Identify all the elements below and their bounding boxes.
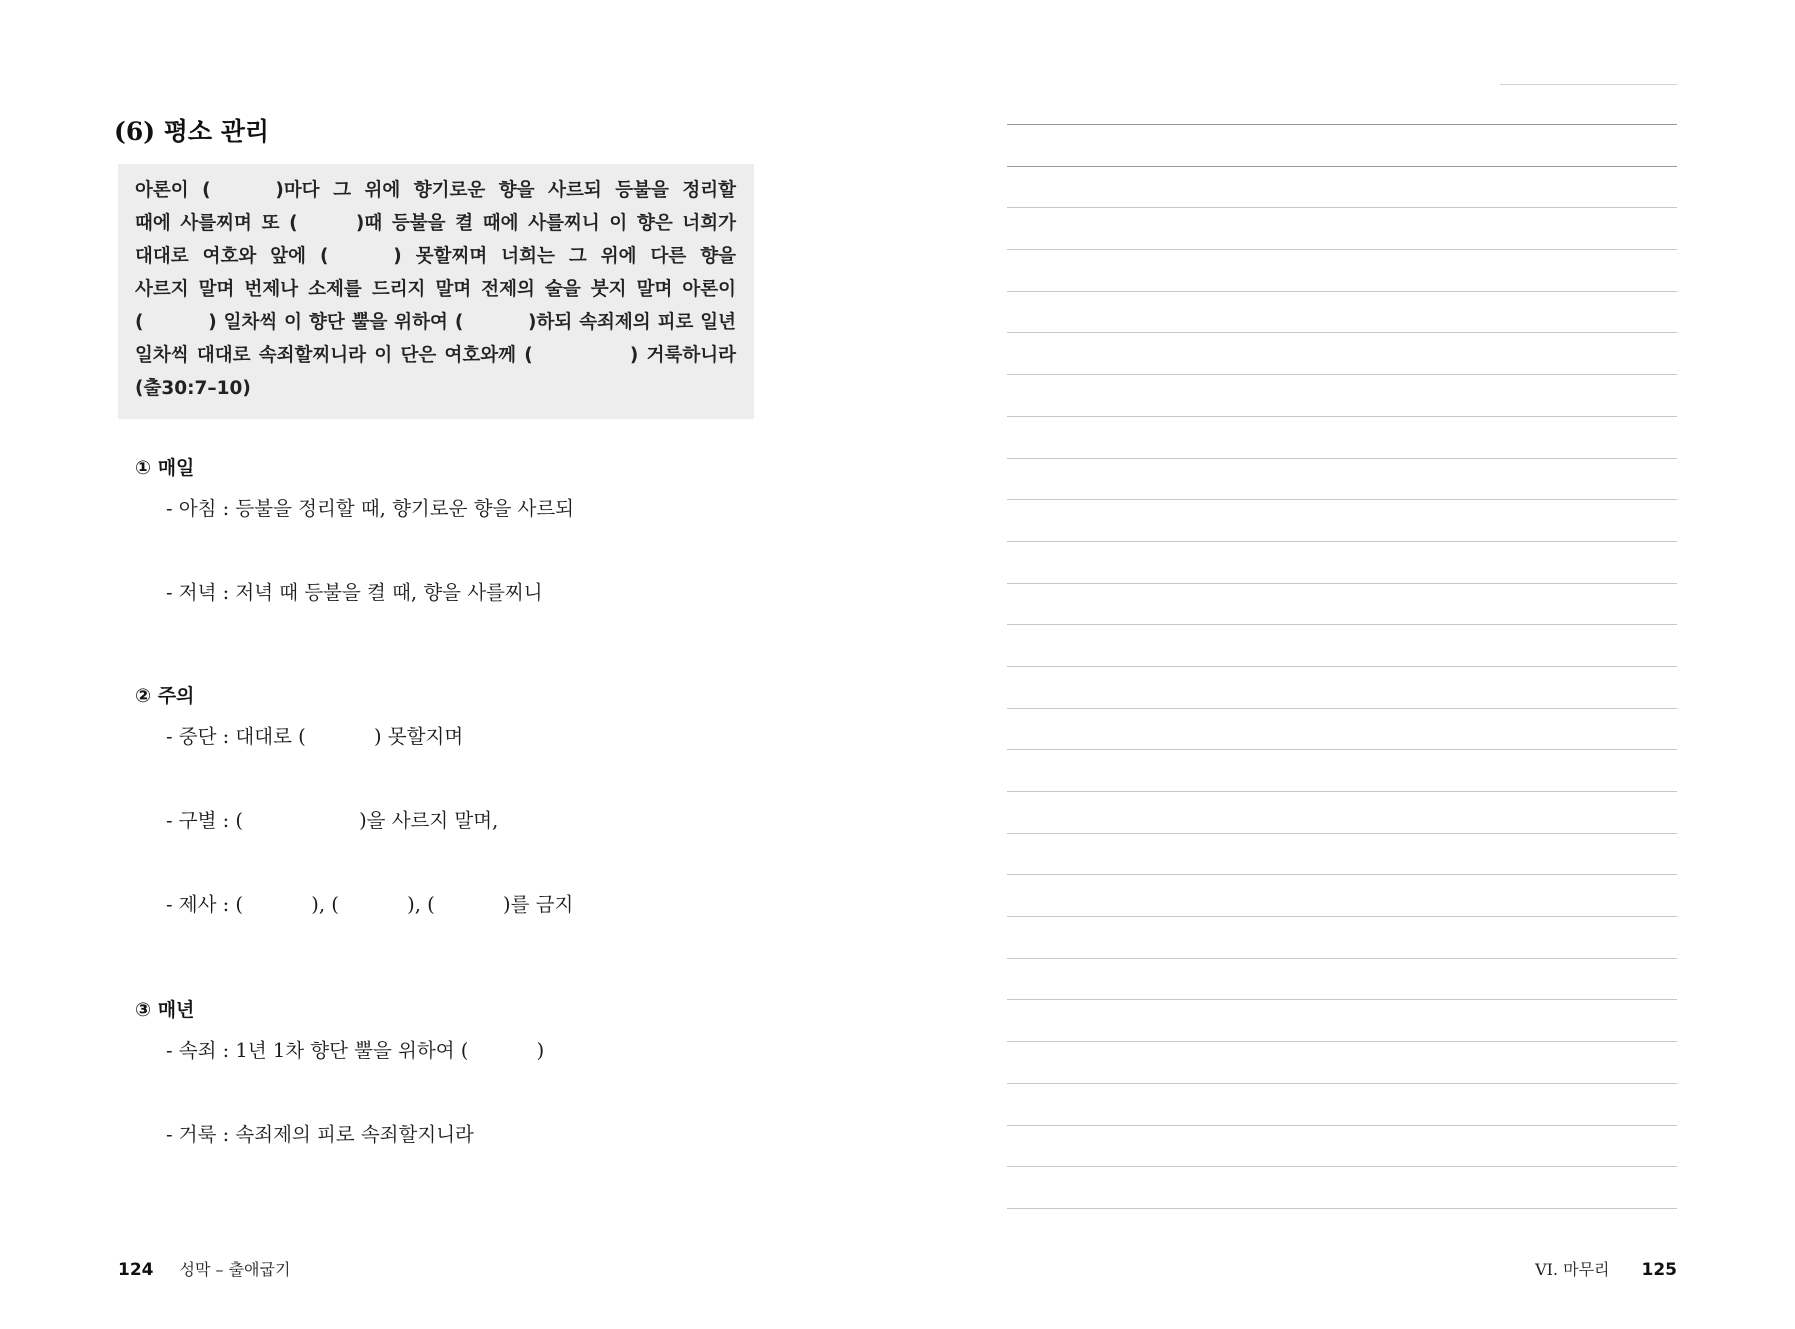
- ruled-line: [1007, 916, 1677, 917]
- ruled-line: [1007, 291, 1677, 292]
- ruled-line: [1007, 708, 1677, 709]
- ruled-line: [1007, 499, 1677, 500]
- ruled-line: [1007, 332, 1677, 333]
- scripture-line: 때에 사를찌며 또 ( )때 등불을 켤 때에 사를찌니 이 향은 너희가: [135, 207, 736, 240]
- scripture-line: 아론이 ( )마다 그 위에 향기로운 향을 사르되 등불을 정리할: [135, 174, 736, 207]
- ruled-line: [1007, 624, 1677, 625]
- page-number: 125: [1641, 1260, 1677, 1280]
- ruled-line: [1007, 958, 1677, 959]
- ruled-line: [1007, 833, 1677, 834]
- ruled-line: [1007, 166, 1677, 167]
- ruled-line: [1007, 207, 1677, 208]
- ruled-line: [1007, 416, 1677, 417]
- ruled-line: [1007, 124, 1677, 125]
- page-number: 124: [118, 1260, 154, 1280]
- ruled-line: [1007, 583, 1677, 584]
- ruled-line: [1007, 249, 1677, 250]
- section-item: - 구별 : ( )을 사르지 말며,: [166, 809, 499, 832]
- section-heading: ② 주의: [135, 685, 195, 707]
- section-heading: ③ 매년: [135, 999, 195, 1021]
- ruled-line: [1007, 1041, 1677, 1042]
- scripture-reference: (출30:7–10): [135, 378, 251, 399]
- scripture-line: 대대로 여호와 앞에 ( ) 못할찌며 너희는 그 위에 다른 향을: [135, 240, 736, 273]
- ruled-line: [1007, 541, 1677, 542]
- running-title: 성막 – 출애굽기: [179, 1260, 291, 1279]
- ruled-line: [1007, 1083, 1677, 1084]
- section-item: - 저녁 : 저녁 때 등불을 켤 때, 향을 사를찌니: [166, 581, 543, 604]
- ruled-line: [1007, 374, 1677, 375]
- section-item: - 제사 : ( ), ( ), ( )를 금지: [166, 893, 574, 916]
- ruled-line: [1007, 874, 1677, 875]
- ruled-line: [1007, 458, 1677, 459]
- right-footer: [1535, 1259, 1677, 1281]
- ruled-line: [1007, 1125, 1677, 1126]
- section-heading: ① 매일: [135, 457, 195, 479]
- scripture-line: ( ) 일차씩 이 향단 뿔을 위하여 ( )하되 속죄제의 피로 일년: [135, 306, 736, 339]
- ruled-line: [1007, 1208, 1677, 1209]
- scripture-line: 일차씩 대대로 속죄할찌니라 이 단은 여호와께 ( ) 거룩하니라: [135, 339, 736, 372]
- section-item: - 아침 : 등불을 정리할 때, 향기로운 향을 사르되: [166, 497, 575, 520]
- ruled-line: [1007, 999, 1677, 1000]
- ruled-line: [1007, 666, 1677, 667]
- ruled-line: [1007, 791, 1677, 792]
- section-title: (6) 평소 관리: [114, 117, 270, 146]
- scripture-line: 사르지 말며 번제나 소제를 드리지 말며 전제의 술을 붓지 말며 아론이: [135, 279, 736, 300]
- ruled-line: [1007, 749, 1677, 750]
- chapter-title: VI. 마무리: [1535, 1260, 1610, 1279]
- ruled-line: [1007, 1166, 1677, 1167]
- section-item: - 거룩 : 속죄제의 피로 속죄할지니라: [166, 1123, 474, 1146]
- section-item: - 속죄 : 1년 1차 향단 뿔을 위하여 ( ): [166, 1039, 545, 1062]
- section-item: - 중단 : 대대로 ( ) 못할지며: [166, 725, 464, 748]
